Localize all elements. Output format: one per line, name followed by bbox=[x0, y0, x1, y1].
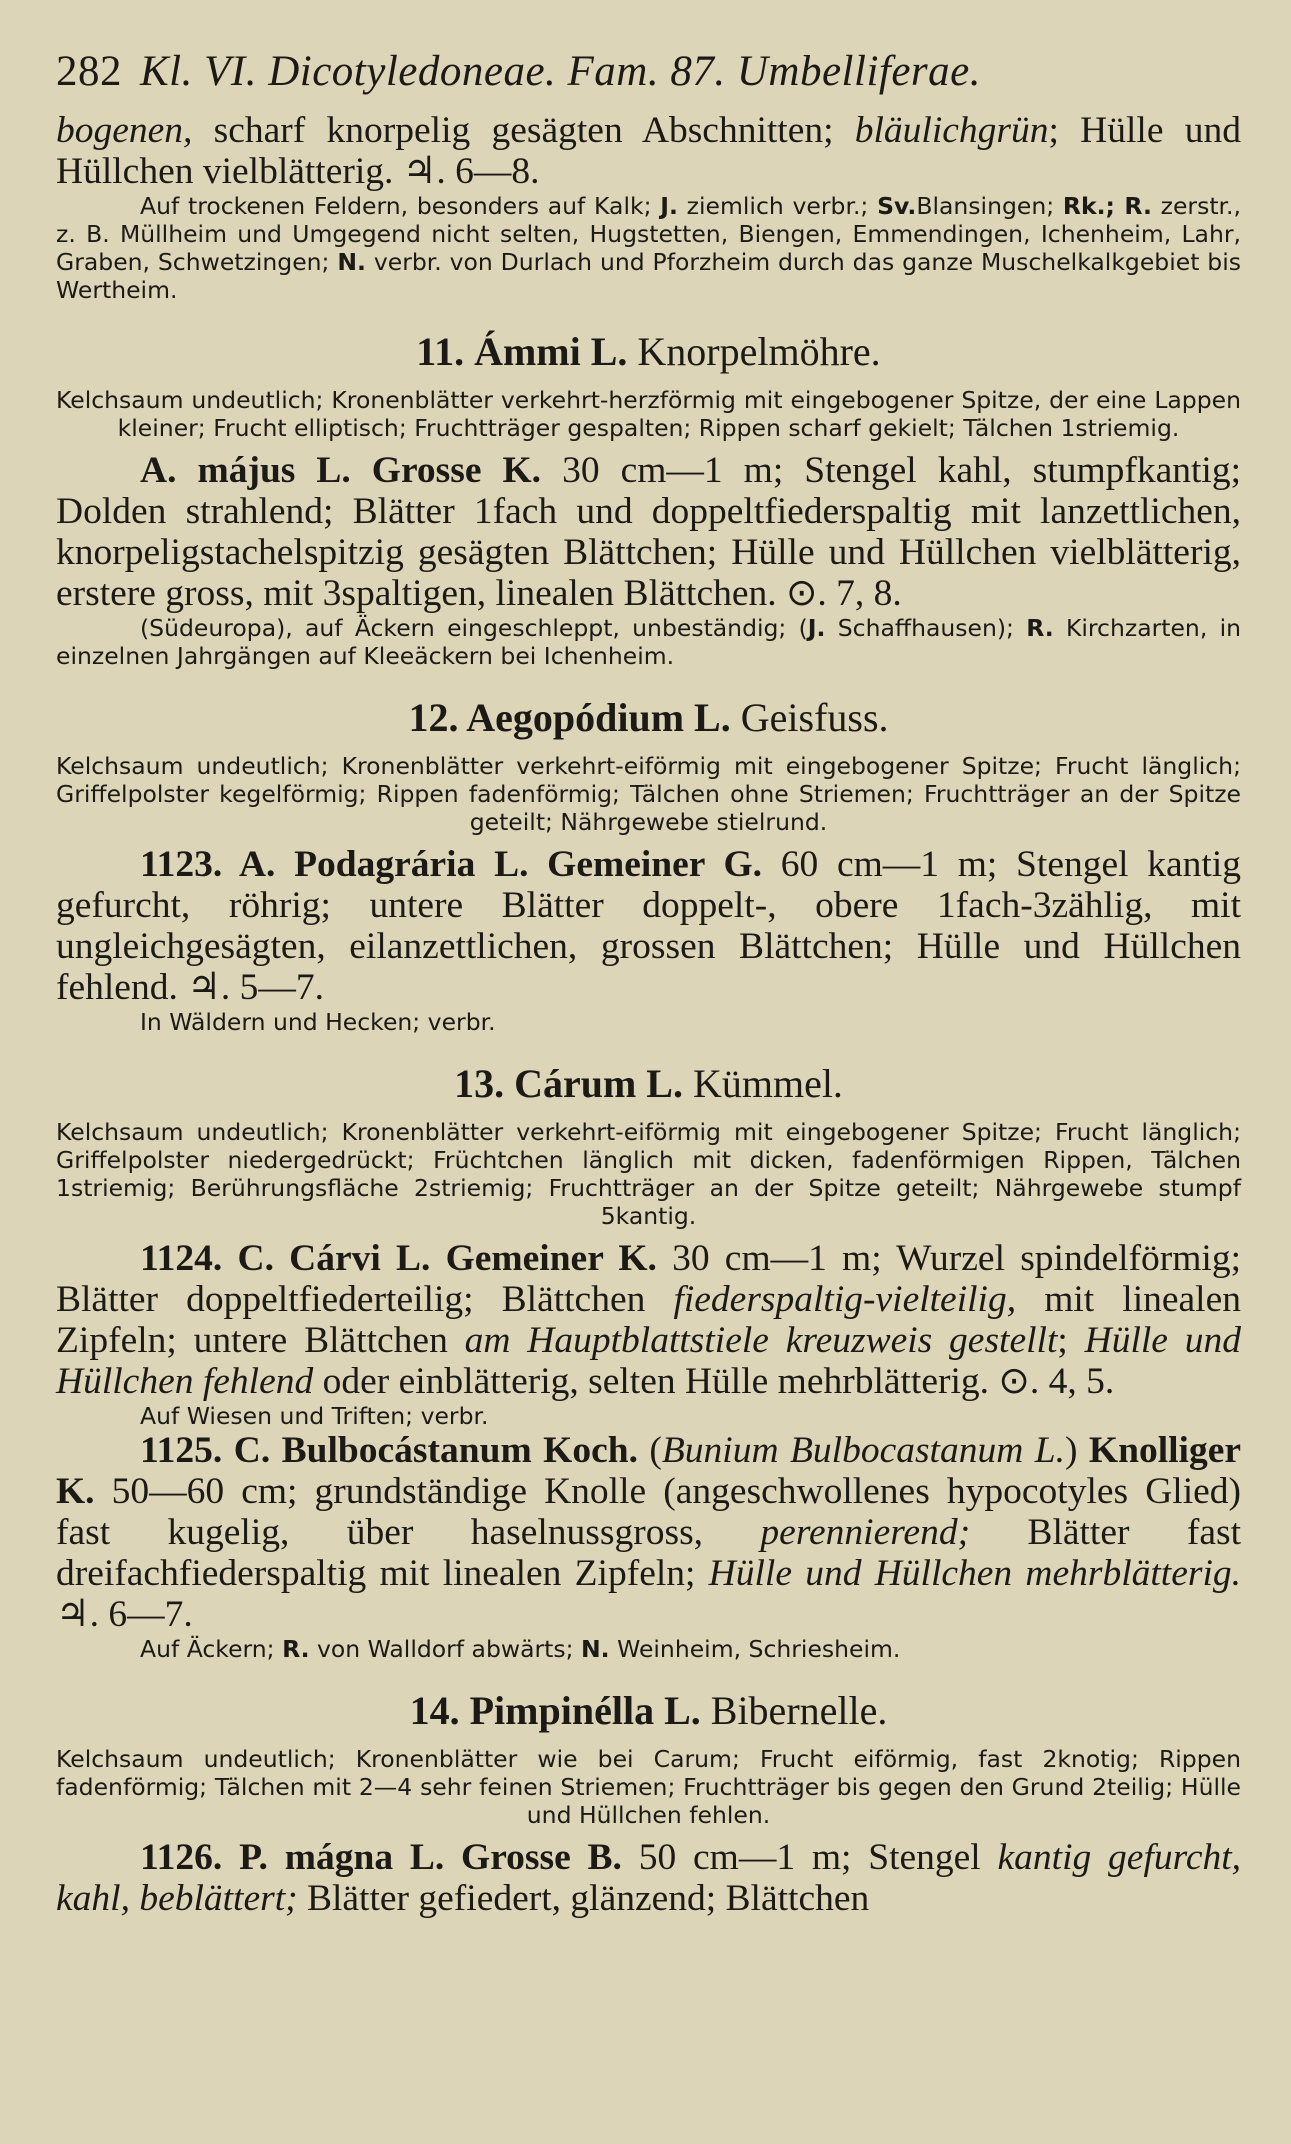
page-number: 282 bbox=[56, 48, 122, 95]
locality-note: Auf Äckern; R. von Walldorf abwärts; N. Weinheim, Schriesheim. bbox=[140, 1635, 901, 1663]
species-entry: 1123. A. Podagrária L. Gemeiner G. 60 cm—1 m; Stengel kantig gefurcht, röhrig; untere Blätter doppelt-, obere 1fach-3zählig, mit ungleichgesägten, eilanzettlichen, grossen Blättchen; Hülle und Hüllchen fehlend. ♃. 5—7. bbox=[56, 844, 1241, 1008]
running-title: Kl. VI. Dicotyledoneae. Fam. 87. Umbelliferae. bbox=[140, 48, 981, 95]
species-entry: 1126. P. mágna L. Grosse B. 50 cm—1 m; Stengel kantig gefurcht, kahl, beblättert; Blätter gefiedert, glänzend; Blättchen bbox=[56, 1837, 1242, 1919]
genus-description: Kelchsaum undeutlich; Kronenblätter wie bei Carum; Frucht eiförmig, fast 2knotig; Rippen fadenförmig; Tälchen mit 2—4 sehr feinen Striemen; Fruchtträger bis gegen den Grund 2teilig; Hülle und Hüllchen fehlen. bbox=[56, 1745, 1241, 1829]
genus-heading: 12. Aegopódium L. Geisfuss. bbox=[408, 695, 889, 740]
locality-note: In Wäldern und Hecken; verbr. bbox=[140, 1008, 496, 1036]
species-entry: 1124. C. Cárvi L. Gemeiner K. 30 cm—1 m; Wurzel spindelförmig; Blätter doppeltfiederteilig; Blättchen fiederspaltig-vielteilig, mit linealen Zipfeln; untere Blättchen am Hauptblattstiele kreuzweis gestellt; Hülle und Hüllchen fehlend oder einblätterig, selten Hülle mehrblätterig. ⊙. 4, 5. bbox=[56, 1238, 1242, 1402]
genus-description: Kelchsaum undeutlich; Kronenblätter verkehrt-eiförmig mit eingebogener Spitze; Frucht länglich; Griffelpolster kegelförmig; Rippen fadenförmig; Tälchen ohne Striemen; Fruchtträger an der Spitze geteilt; Nährgewebe stielrund. bbox=[56, 752, 1241, 836]
genus-heading: 13. Cárum L. Kümmel. bbox=[454, 1061, 843, 1106]
locality-note: (Südeuropa), auf Äckern eingeschleppt, unbeständig; (J. Schaffhausen); R. Kirchzarten, in einzelnen Jahrgängen auf Kleeäckern bei Ichenheim. bbox=[56, 614, 1241, 670]
species-entry: 1125. C. Bulbocástanum Koch. (Bunium Bulbocastanum L.) Knolliger K. 50—60 cm; grundständige Knolle (angeschwollenes hypocotyles Glied) fast kugelig, über haselnussgross, perennierend; Blätter fast dreifachfiederspaltig mit linealen Zipfeln; Hülle und Hüllchen mehrblätterig. ♃. 6—7. bbox=[56, 1430, 1241, 1635]
genus-description: Kelchsaum undeutlich; Kronenblätter verkehrt-herzförmig mit eingebogener Spitze, der eine Lappen kleiner; Frucht elliptisch; Fruchtträger gespalten; Rippen scharf gekielt; Tälchen 1striemig. bbox=[56, 386, 1241, 442]
species-entry: A. május L. Grosse K. 30 cm—1 m; Stengel kahl, stumpfkantig; Dolden strahlend; Blätter 1fach und doppeltfiederspaltig mit lanzettlichen, knorpeligstachelspitzig gesägten Blättchen; Hülle und Hüllchen vielblätterig, erstere gross, mit 3spaltigen, linealen Blättchen. ⊙. 7, 8. bbox=[56, 450, 1241, 614]
genus-description: Kelchsaum undeutlich; Kronenblätter verkehrt-eiförmig mit eingebogener Spitze; Frucht länglich; Griffelpolster niedergedrückt; Früchtchen länglich mit dicken, fadenförmigen Rippen, Tälchen 1striemig; Berührungsfläche 2striemig; Fruchtträger an der Spitze geteilt; Nährgewebe stumpf 5kantig. bbox=[56, 1118, 1241, 1230]
locality-note: Auf Wiesen und Triften; verbr. bbox=[140, 1402, 489, 1430]
species-continuation: bogenen, scharf knorpelig gesägten Abschnitten; bläulichgrün; Hülle und Hüllchen vielblätterig. ♃. 6—8. bbox=[56, 110, 1241, 192]
genus-heading: 14. Pimpinélla L. Bibernelle. bbox=[409, 1688, 888, 1733]
locality-note: Auf trockenen Feldern, besonders auf Kalk; J. ziemlich verbr.; Sv.Blansingen; Rk.; R. zerstr., z. B. Müllheim und Umgegend nicht selten, Hugstetten, Biengen, Emmendingen, Ichenheim, Lahr, Graben, Schwetzingen; N. verbr. von Durlach und Pforzheim durch das ganze Muschelkalkgebiet bis Wertheim. bbox=[56, 192, 1241, 304]
genus-heading: 11. Ámmi L. Knorpelmöhre. bbox=[416, 329, 881, 374]
running-header bbox=[56, 44, 1241, 100]
